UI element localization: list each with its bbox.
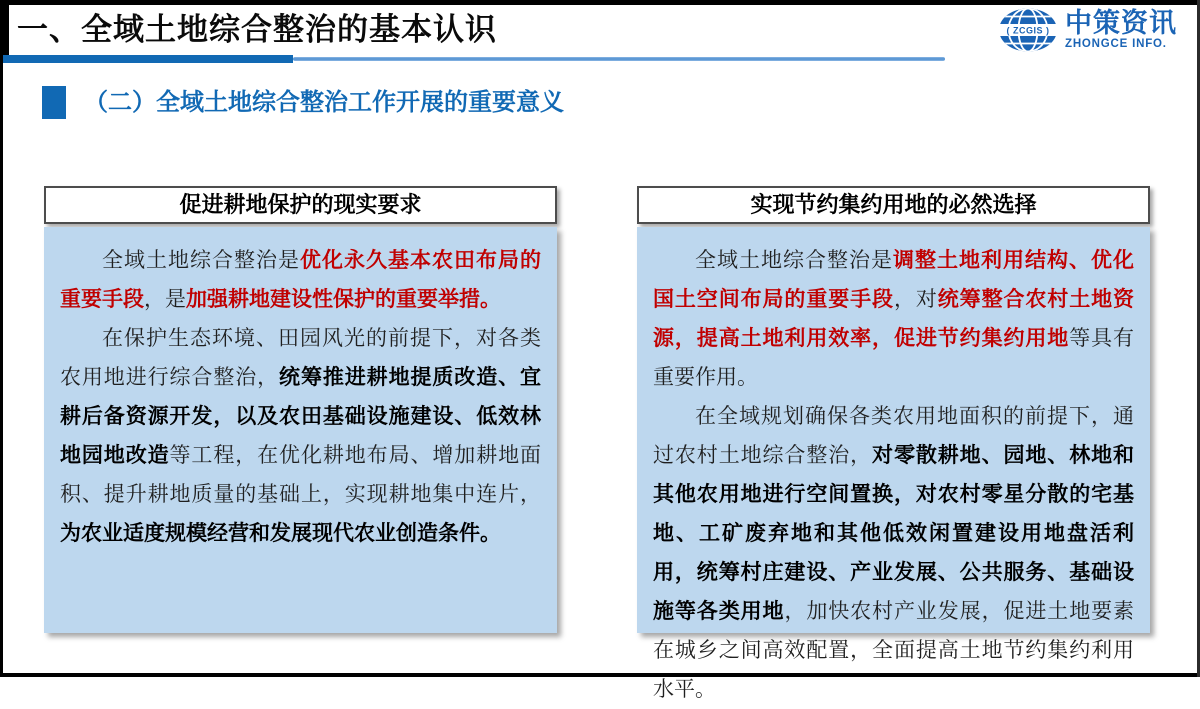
card-paragraph: 全域土地综合整治是调整土地利用结构、优化国土空间布局的重要手段，对统筹整合农村土地资源，提高土地利用效率，促进节约集约用地等具有重要作用。 xyxy=(653,249,1135,389)
title-underline-primary xyxy=(3,55,293,63)
card-intensive-land-use xyxy=(637,186,1150,701)
title-accent-bar xyxy=(0,0,9,55)
logo-name-en: ZHONGCE INFO. xyxy=(1065,38,1167,50)
card-intensive-land-use-body xyxy=(637,227,1150,701)
logo-icon-text: ( ZCGIS ) xyxy=(1006,25,1050,36)
card-paragraph: 在全域规划确保各类农用地面积的前提下，通过农村土地综合整治，对零散耕地、园地、林地和其他农用地进行空间置换，对农村零星分散的宅基地、工矿废弃地和其他低效闲置建设用地盘活利用，统筹村庄建设、产业发展、公共服务、基础设施等各类用地，加快农村产业发展，促进土地要素在城乡之间高效配置，全面提高土地节约集约利用水平。 xyxy=(653,405,1135,701)
company-logo xyxy=(998,7,1177,53)
section-subtitle: （二）全域土地综合整治工作开展的重要意义 xyxy=(84,89,564,116)
card-paragraph: 在保护生态环境、田园风光的前提下，对各类农用地进行综合整治，统筹推进耕地提质改造、宜耕后备资源开发，以及农田基础设施建设、低效林地园地改造等工程，在优化耕地布局、增加耕地面积、提升耕地质量的基础上，实现耕地集中连片，为农业适度规模经营和发展现代农业创造条件。 xyxy=(60,327,542,545)
card-farmland-protection-title: 促进耕地保护的现实要求 xyxy=(44,186,557,224)
card-farmland-protection xyxy=(44,186,557,633)
page-title: 一、全域土地综合整治的基本认识 xyxy=(17,12,497,47)
subtitle-bullet xyxy=(42,86,66,119)
slide-border-left xyxy=(0,0,3,677)
card-paragraph: 全域土地综合整治是优化永久基本农田布局的重要手段，是加强耕地建设性保护的重要举措。 xyxy=(60,249,541,311)
title-underline-secondary xyxy=(293,57,945,61)
logo-text-block xyxy=(1065,9,1177,51)
globe-logo-icon xyxy=(998,7,1058,53)
logo-name-cn: 中策资讯 xyxy=(1065,8,1177,38)
slide-border-top xyxy=(0,0,1200,5)
card-farmland-protection-body xyxy=(44,227,557,633)
card-intensive-land-use-title: 实现节约集约用地的必然选择 xyxy=(637,186,1150,224)
